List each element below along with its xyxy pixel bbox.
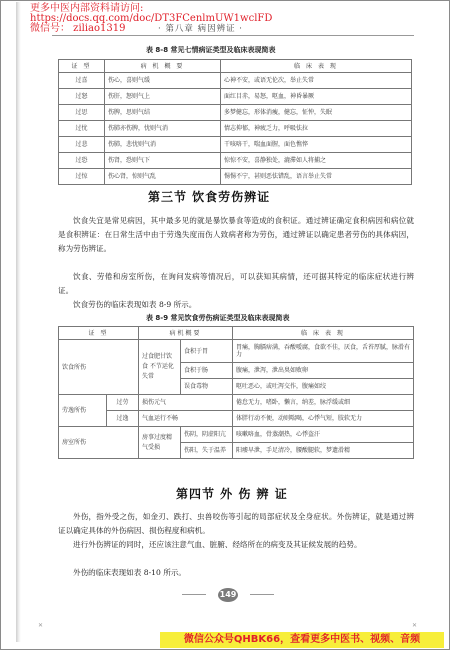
table-cell: 过劳	[107, 395, 139, 411]
table-cell: 过惊	[59, 169, 105, 185]
table-8-9-caption: 表 8-9 常见饮食劳伤病证类型及临床表现简表	[146, 314, 290, 322]
table-header: 证 型	[59, 60, 105, 73]
table-header: 病 机 概 要	[105, 60, 221, 73]
table-cell: 腹痛，泄泻，泄出臭如败卵	[233, 363, 414, 379]
table-header: 病机概要	[139, 327, 233, 340]
table-row	[59, 121, 412, 137]
table-cell-type: 劳逸所伤	[59, 395, 107, 427]
running-head: · 第八章 病因辨证 ·	[158, 24, 244, 34]
table-row	[59, 340, 414, 363]
watermark-wechat: 微信号： ziliao1319	[30, 23, 126, 34]
table-row	[59, 395, 414, 411]
section-3-paragraph-3: 饮食劳伤的临床表现如表 8-9 所示。	[73, 300, 197, 309]
corner-mark-right: ✕	[412, 622, 418, 629]
header-rule	[52, 35, 414, 36]
table-cell-mechanism: 过食肥甘饮食 不节运化失常	[139, 340, 181, 395]
section-4-paragraph-2: 进行外伤辨证的同时，还应该注意气血、脏腑、经络所在的病变及其证候发展的趋势。	[73, 540, 362, 549]
page-number-ornament-right	[250, 594, 274, 595]
table-cell: 过怒	[59, 89, 105, 105]
table-cell: 过思	[59, 105, 105, 121]
table-cell: 伤脾，思则气结	[105, 105, 221, 121]
table-cell: 食积于胃	[181, 340, 233, 363]
table-8-8	[58, 59, 412, 185]
table-cell: 阳痿早泄，手足清冷，腰酸腿软，梦遗滑精	[233, 443, 414, 459]
table-cell-mechanism: 房事过度精气受损	[139, 427, 181, 459]
page-number-text: 149	[219, 590, 237, 599]
corner-mark-left: ✕	[38, 622, 44, 629]
section-4-heading: 第四节 外 伤 辨 证	[176, 487, 288, 501]
table-header: 临 床 表 现	[233, 327, 414, 340]
table-cell: 过悲	[59, 137, 105, 153]
table-cell: 体胖行动不便，动则喘喝，心悸气短，肢软无力	[233, 411, 414, 427]
table-row	[59, 137, 412, 153]
table-row	[59, 411, 414, 427]
table-cell: 伤阳，失于温养	[181, 443, 233, 459]
section-3-paragraph-1: 饮食失宜是常见病因，其中最多见的就是暴饮暴食等造成的食积证。通过辨证确定食积病因和病位就是食积辨证：在日常生活中由于劳逸失度而伤人致病者称为劳伤，通过辨证以确定患者劳伤的具体病因，称为劳伤辨证。	[58, 216, 414, 253]
table-8-8-caption: 表 8-8 常见七情病证类型及临床表现简表	[146, 46, 276, 54]
table-cell: 倦怠无力，嗜卧，懒言，纳差，脉浮缓或细	[233, 395, 414, 411]
page-number-ornament-left	[182, 594, 206, 595]
watermark-url[interactable]: https://docs.qq.com/doc/DT3FCenlmUW1wclFD	[30, 13, 273, 24]
section-3-heading: 第三节 饮食劳伤辨证	[148, 190, 271, 204]
section-4-paragraph-1: 外伤，指外受之伤，如金刃、跌打、虫兽咬伤等引起的局部症状及全身症状。外伤辨证，就是通过辨证以确定具体的外伤病因、损伤程度和病机。	[58, 512, 414, 535]
table-cell: 食积于肠	[181, 363, 233, 379]
table-cell: 咳嗽咯血，骨蒸潮热，心悸盗汗	[233, 427, 414, 443]
book-spine-shadow	[16, 2, 21, 642]
table-cell: 误食毒物	[181, 379, 233, 395]
table-row	[59, 73, 412, 89]
table-cell: 伤肾，恐则气下	[105, 153, 221, 169]
table-8-9	[58, 326, 414, 459]
page-number	[208, 588, 248, 602]
table-cell-type: 饮食所伤	[59, 340, 139, 395]
table-cell: 过逸	[107, 411, 139, 427]
watermark-line-1: 更多中医内部资料请访问:	[30, 3, 144, 14]
table-row	[59, 105, 412, 121]
table-cell: 伤肺亦伤脾，忧则气消	[105, 121, 221, 137]
table-header: 临 床 表 现	[221, 60, 412, 73]
table-cell: 伤心肾，惊则气乱	[105, 169, 221, 185]
table-cell: 伤阴，阴虚阳亢	[181, 427, 233, 443]
table-row	[59, 169, 412, 185]
promo-banner[interactable]: 微信公众号QHBK66，查看更多中医书、视频、音频	[160, 632, 444, 648]
table-cell: 伤肝，怒则气上	[105, 89, 221, 105]
table-cell: 过忧	[59, 121, 105, 137]
table-cell: 呕吐恶心，或吐泻交作，腹痛如绞	[233, 379, 414, 395]
table-cell: 过恐	[59, 153, 105, 169]
table-cell: 惊惊不安，喜静独处，漉滞如人将捕之	[221, 153, 412, 169]
table-cell: 气血运行不畅	[139, 411, 233, 427]
table-header: 证 型	[59, 327, 139, 340]
table-cell: 胃痛，胸膈痞满，吞酸嗳腐，食欲不佳，厌食，舌苔厚腻，脉滑有力	[233, 340, 414, 363]
table-cell: 惕惕不宁，甚则恶怯错乱，语言举止失常	[221, 169, 412, 185]
table-cell: 多梦健忘，形体消瘦，健忘，怔忡，失眠	[221, 105, 412, 121]
table-row	[59, 427, 414, 443]
table-cell: 损伤元气	[139, 395, 233, 411]
section-3-paragraph-2: 饮食、劳倦和房室所伤，在询问发病等情况后，可以获知其病情，还可据其特定的临床症状进行辨证。	[58, 272, 414, 295]
table-row	[59, 89, 412, 105]
table-row	[59, 153, 412, 169]
table-cell: 干咳咯干，喘血面腥，面色憔悴	[221, 137, 412, 153]
table-cell: 情志抑郁，神疲乏力，呼吸怯拉	[221, 121, 412, 137]
table-cell: 伤肺，悲忧则气消	[105, 137, 221, 153]
section-4-paragraph-3: 外伤的临床表现如表 8-10 所示。	[73, 568, 187, 577]
table-cell: 过喜	[59, 73, 105, 89]
table-cell: 伤心，喜则气缓	[105, 73, 221, 89]
table-cell-type: 房室所伤	[59, 427, 139, 459]
table-cell: 面红目赤，易怒，呕血，神昏暴厥	[221, 89, 412, 105]
table-cell: 心神不安，或语无伦次，举止失常	[221, 73, 412, 89]
